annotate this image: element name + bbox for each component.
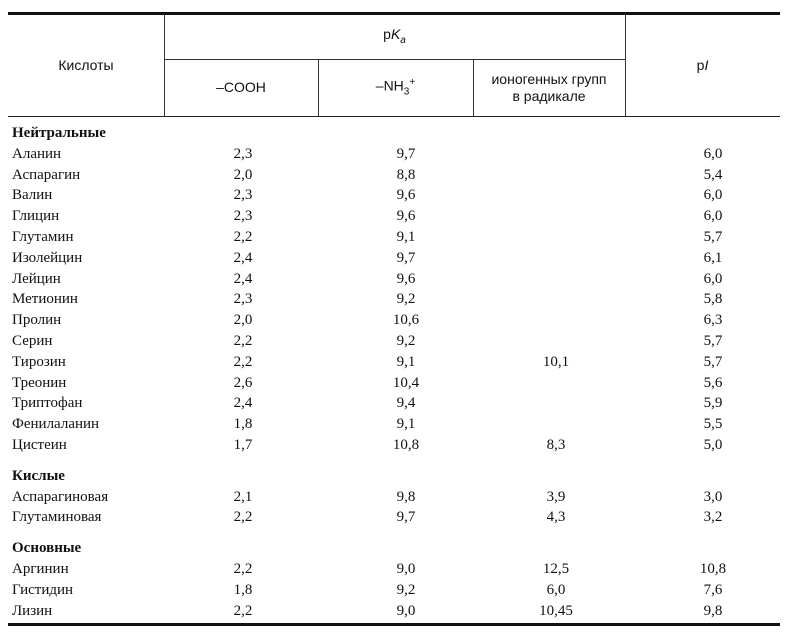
group-gap [8,528,780,538]
pka-nh3-value: 9,1 [396,353,416,370]
pi-value: 7,6 [703,581,723,598]
table-row [8,373,780,394]
pka-cooh-value: 2,3 [233,187,253,204]
table-row [8,165,780,186]
pka-radical-value: 8,3 [546,436,566,453]
header-radical [473,59,625,116]
acid-name: Валин [12,187,53,204]
header-pi [625,15,780,116]
pka-cooh-value: 2,2 [233,560,253,577]
pka-cooh-value: 1,8 [233,581,253,598]
header-pi-label: pI [696,57,709,73]
acid-name: Цистеин [12,436,67,453]
acid-name: Лизин [12,602,53,619]
group-name: Нейтральные [12,125,106,141]
header-cooh-label: –COOH [216,79,266,95]
pi-value: 3,2 [703,509,723,526]
acid-name: Глутаминовая [12,509,102,526]
pka-nh3-value: 9,2 [396,332,416,349]
table-row [8,559,780,580]
acid-name: Гистидин [12,581,74,598]
pka-radical-value: 4,3 [546,509,566,526]
header-pka-label: $pK_a$ [383,25,406,46]
pka-radical-value: 10,45 [539,602,573,619]
table-row [8,331,780,352]
pka-nh3-value: 8,8 [396,166,416,183]
pka-nh3-value: 9,1 [396,228,416,245]
table-row [8,393,780,414]
pka-nh3-value: 9,1 [396,416,416,433]
acid-name: Треонин [12,374,67,391]
pi-value: 6,0 [703,145,723,162]
table-row [8,289,780,310]
pka-cooh-value: 2,3 [233,208,253,225]
pi-value: 5,7 [703,332,723,349]
acid-name: Пролин [12,312,62,329]
group-gap [8,456,780,466]
pka-cooh-value: 2,3 [233,291,253,308]
pka-nh3-value: 10,6 [392,312,420,329]
header-radical-line1: ионогенных групп [491,70,607,87]
acid-name: Аланин [12,145,62,162]
acid-name: Изолейцин [12,249,83,266]
pka-cooh-value: 2,6 [233,374,253,391]
table-row [8,248,780,269]
pka-nh3-value: 9,6 [396,187,416,204]
table-row [8,227,780,248]
header-nh3 [318,59,473,116]
pi-value: 5,9 [703,395,723,412]
pi-value: 6,0 [703,187,723,204]
pi-value: 6,0 [703,208,723,225]
pka-nh3-value: 9,6 [396,270,416,287]
acid-name: Аспарагин [12,166,81,183]
acid-name: Аспарагиновая [12,488,109,505]
table-header [8,15,780,116]
pka-cooh-value: 2,3 [233,145,253,162]
pka-nh3-value: 9,2 [396,581,416,598]
pka-cooh-value: 2,4 [233,270,253,287]
pka-cooh-value: 2,2 [233,353,253,370]
pka-cooh-value: 1,7 [233,436,253,453]
table-row [8,185,780,206]
acid-name: Аргинин [12,560,69,577]
pi-value: 5,4 [703,166,723,183]
pi-value: 6,0 [703,270,723,287]
acid-name: Метионин [12,291,78,308]
pka-nh3-value: 9,7 [396,249,416,266]
pka-nh3-value: 9,0 [396,560,416,577]
table-row [8,507,780,528]
pka-cooh-value: 2,2 [233,228,253,245]
header-cooh [164,59,318,116]
table-body [8,117,780,621]
header-nh3-label: $-NH_3^+$ [375,77,416,98]
amino-acid-pka-table [8,12,780,626]
pka-nh3-value: 9,7 [396,145,416,162]
bottom-rule [8,623,780,626]
pi-value: 10,8 [699,560,727,577]
table-row [8,580,780,601]
pka-radical-value: 3,9 [546,488,566,505]
pka-radical-value: 12,5 [542,560,570,577]
pka-nh3-value: 10,4 [392,374,420,391]
header-acids [8,15,164,116]
pka-cooh-value: 2,4 [233,249,253,266]
pka-nh3-value: 9,0 [396,602,416,619]
table-row [8,206,780,227]
table-row [8,601,780,622]
acid-name: Тирозин [12,353,66,370]
pka-radical-value: 6,0 [546,581,566,598]
table-row [8,310,780,331]
pka-nh3-value: 9,7 [396,509,416,526]
pka-cooh-value: 2,1 [233,488,253,505]
pi-value: 3,0 [703,488,723,505]
acid-name: Глицин [12,208,60,225]
header-radical-line2: в радикале [512,87,586,104]
group-heading [8,466,780,487]
pka-nh3-value: 9,4 [396,395,416,412]
pka-cooh-value: 2,0 [233,166,253,183]
header-acids-label: Кислоты [58,57,114,73]
pka-cooh-value: 2,2 [233,509,253,526]
pka-cooh-value: 2,2 [233,602,253,619]
acid-name: Серин [12,332,53,349]
acid-name: Фенилаланин [12,416,100,433]
group-heading [8,123,780,144]
group-name: Основные [12,540,82,557]
pka-nh3-value: 9,2 [396,291,416,308]
pi-value: 5,7 [703,228,723,245]
table-row [8,414,780,435]
pi-value: 6,3 [703,312,723,329]
table-row [8,352,780,373]
table-row [8,269,780,290]
table-row [8,435,780,456]
pi-value: 9,8 [703,602,723,619]
acid-name: Глутамин [12,228,74,245]
table-row [8,144,780,165]
pka-cooh-value: 1,8 [233,416,253,433]
pi-value: 5,6 [703,374,723,391]
pka-nh3-value: 9,8 [396,488,416,505]
pi-value: 5,7 [703,353,723,370]
pi-value: 5,0 [703,436,723,453]
pka-cooh-value: 2,4 [233,395,253,412]
pi-value: 5,8 [703,291,723,308]
acid-name: Триптофан [12,395,83,412]
group-heading [8,538,780,559]
pka-cooh-value: 2,0 [233,312,253,329]
acid-name: Лейцин [12,270,61,287]
pka-cooh-value: 2,2 [233,332,253,349]
group-name: Кислые [12,467,65,484]
pi-value: 5,5 [703,416,723,433]
pka-radical-value: 10,1 [542,353,570,370]
pka-nh3-value: 9,6 [396,208,416,225]
pka-nh3-value: 10,8 [392,436,420,453]
pi-value: 6,1 [703,249,723,266]
table-row [8,487,780,508]
header-pka [164,15,625,59]
